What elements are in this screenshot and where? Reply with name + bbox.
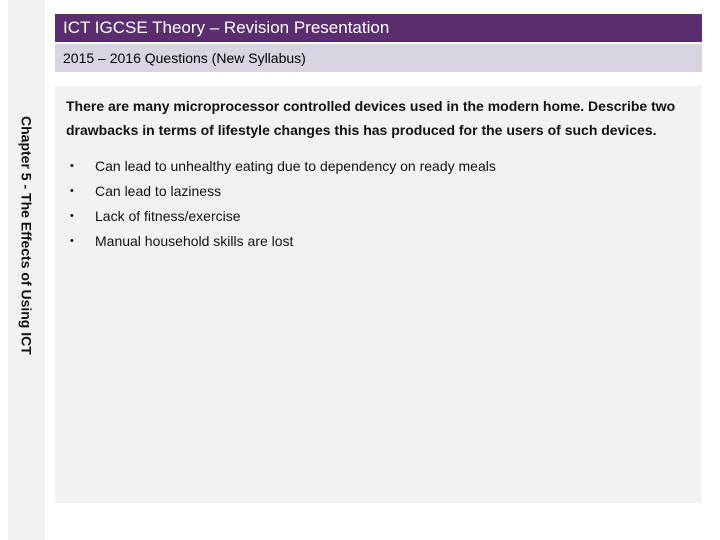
answer-list — [66, 154, 682, 254]
answer-item — [70, 154, 682, 179]
content-panel — [55, 86, 702, 503]
bullet-icon: • — [70, 160, 74, 172]
subtitle-bar — [55, 44, 702, 72]
bullet-icon: • — [70, 235, 74, 247]
bullet-icon: • — [70, 185, 74, 197]
answer-item — [70, 229, 682, 254]
question-text: There are many microprocessor controlled devices used in the modern home. Describe two drawbacks in terms of lifestyle changes this has produced for the users of such devices. — [66, 98, 676, 138]
answer-item — [70, 179, 682, 204]
chapter-side-label — [8, 98, 45, 373]
answer-text: Manual household skills are lost — [95, 233, 294, 249]
bullet-icon: • — [70, 210, 74, 222]
presentation-subtitle: 2015 – 2016 Questions (New Syllabus) — [63, 50, 306, 66]
presentation-title: ICT IGCSE Theory – Revision Presentation — [63, 18, 390, 37]
answer-item — [70, 204, 682, 229]
answer-text: Can lead to unhealthy eating due to dependency on ready meals — [95, 158, 496, 174]
answer-text: Can lead to laziness — [95, 183, 222, 199]
chapter-label-text: Chapter 5 - The Effects of Using ICT — [18, 116, 35, 355]
title-bar — [55, 14, 702, 42]
answer-text: Lack of fitness/exercise — [95, 208, 241, 224]
